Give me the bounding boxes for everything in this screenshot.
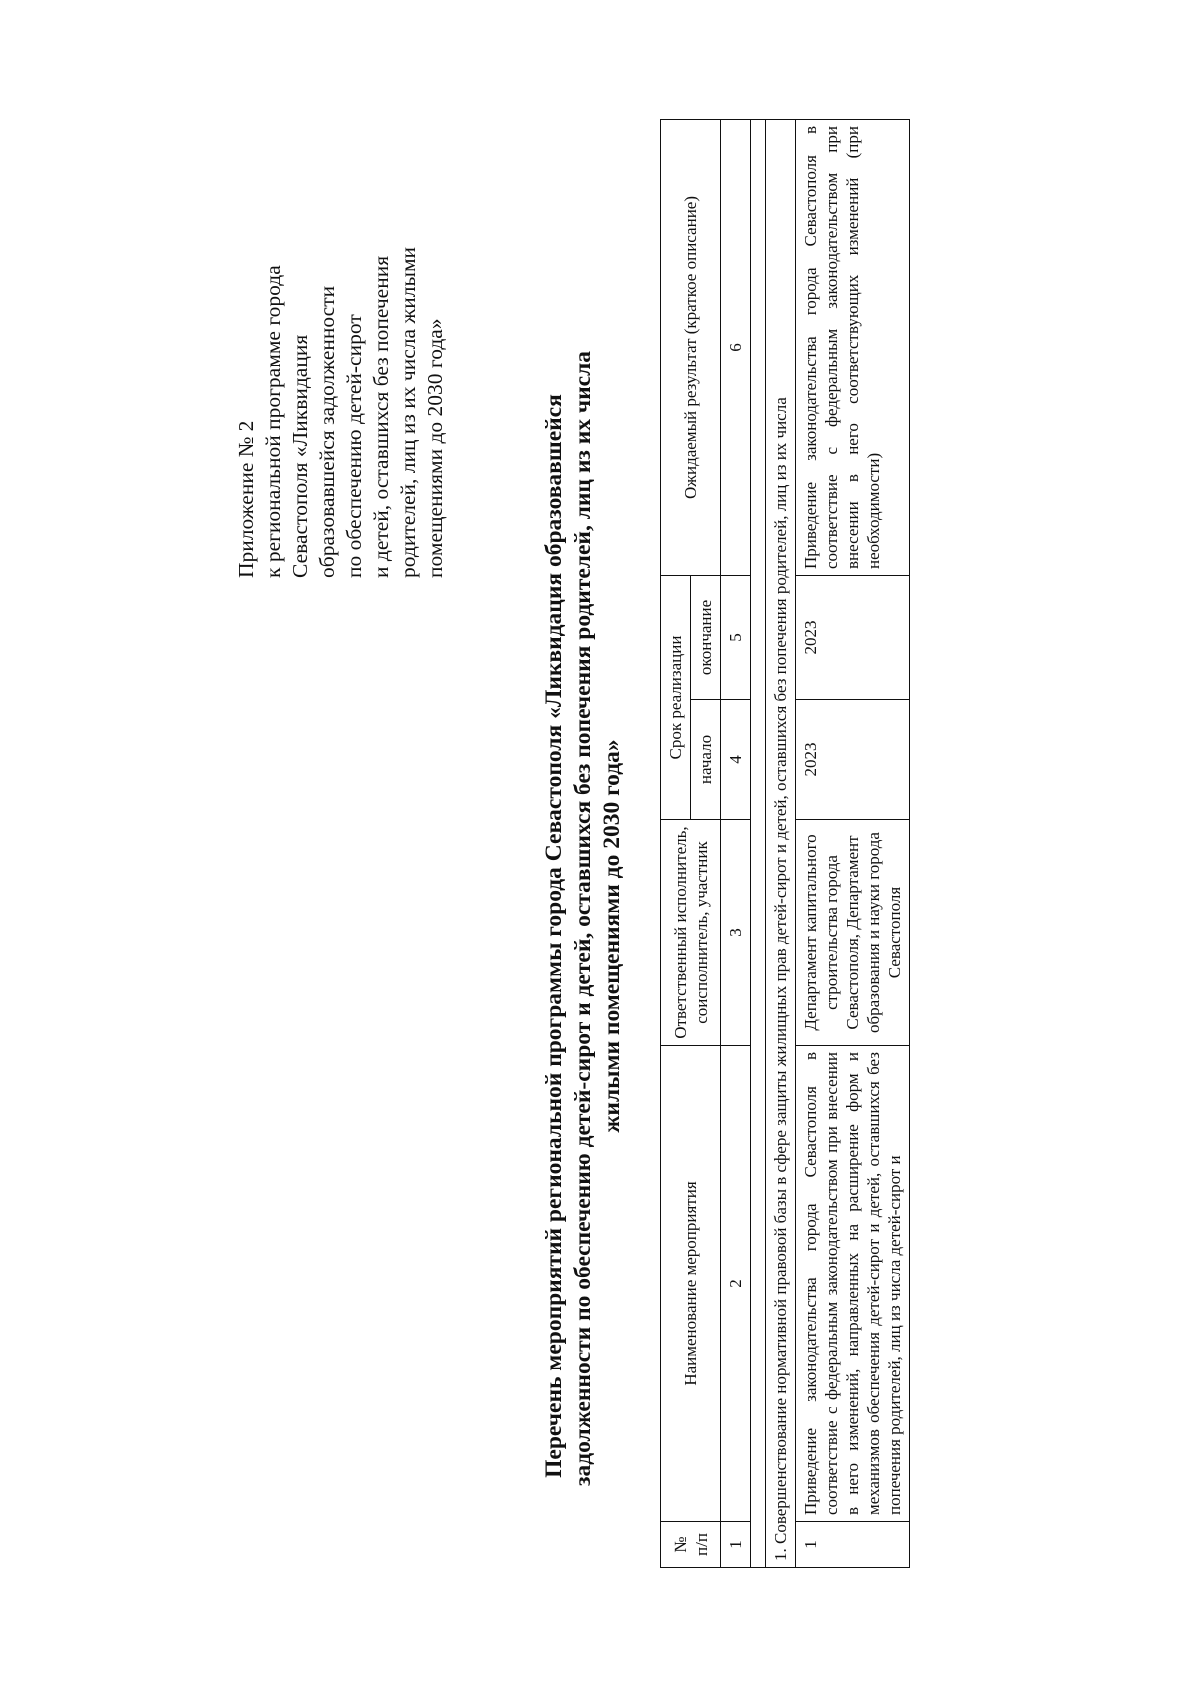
section-row [766, 120, 796, 1568]
row-executor: Департамент капитального строительства города Севастополя, Департамент образования и науки города Севастополя [796, 820, 910, 1046]
header-start: начало [691, 700, 721, 820]
appendix-line: Приложение № 2 [234, 420, 258, 578]
column-number: 3 [721, 820, 751, 1046]
appendix-note [233, 118, 449, 578]
header-name: Наименование мероприятия [661, 1046, 721, 1522]
column-number-row [721, 120, 751, 1568]
appendix-line: и детей, оставшихся без попечения [369, 255, 393, 578]
header-num: № п/п [661, 1522, 721, 1568]
header-result: Ожидаемый результат (краткое описание) [661, 120, 721, 576]
title-line: Перечень мероприятий региональной программы города Севастополя «Ликвидация образовавшейся [541, 394, 567, 1478]
column-number: 5 [721, 576, 751, 700]
column-number: 6 [721, 120, 751, 576]
column-number: 1 [721, 1522, 751, 1568]
header-end: окончание [691, 576, 721, 700]
header-period: Срок реализации [661, 576, 691, 820]
row-name: Приведение законодательства города Севастополя в соответствие с федеральным законодательством при внесении в него изменений, направленных на расширение форм и механизмов обеспечения детей-сирот и детей, оставшихся без попечения родителей, лиц из числа детей-сирот и [796, 1046, 910, 1522]
section-heading: 1. Совершенствование нормативной правовой базы в сфере защиты жилищных прав детей-сирот и детей, оставшихся без попечения родителей, лиц из их числа [766, 120, 796, 1568]
table-row [796, 120, 910, 1568]
row-result: Приведение законодательства города Севастополя в соответствие с федеральным законодательством при внесении в него соответствующих изменений (при необходимости) [796, 120, 910, 576]
table-gap [751, 120, 766, 1568]
column-number: 2 [721, 1046, 751, 1522]
header-executor: Ответственный исполнитель, соисполнитель, участник [661, 820, 721, 1046]
appendix-line: помещениями до 2030 года» [423, 318, 447, 578]
appendix-line: по обеспечению детей-сирот [342, 314, 366, 578]
appendix-line: Севастополя «Ликвидация [288, 334, 312, 578]
column-number: 4 [721, 700, 751, 820]
appendix-line: к региональной программе города [261, 265, 285, 578]
document-title [540, 350, 627, 1486]
row-num: 1 [796, 1522, 910, 1568]
title-line: жилыми помещениями до 2030 года» [599, 739, 625, 1133]
appendix-line: родителей, лиц из их числа жилыми [396, 246, 420, 578]
measures-table [660, 119, 910, 1568]
appendix-line: образовавшейся задолженности [315, 285, 339, 578]
row-start: 2023 [796, 700, 910, 820]
row-end: 2023 [796, 576, 910, 700]
title-line: задолженности по обеспечению детей-сирот и детей, оставшихся без попечения родителей, лиц из их числа [570, 350, 596, 1486]
